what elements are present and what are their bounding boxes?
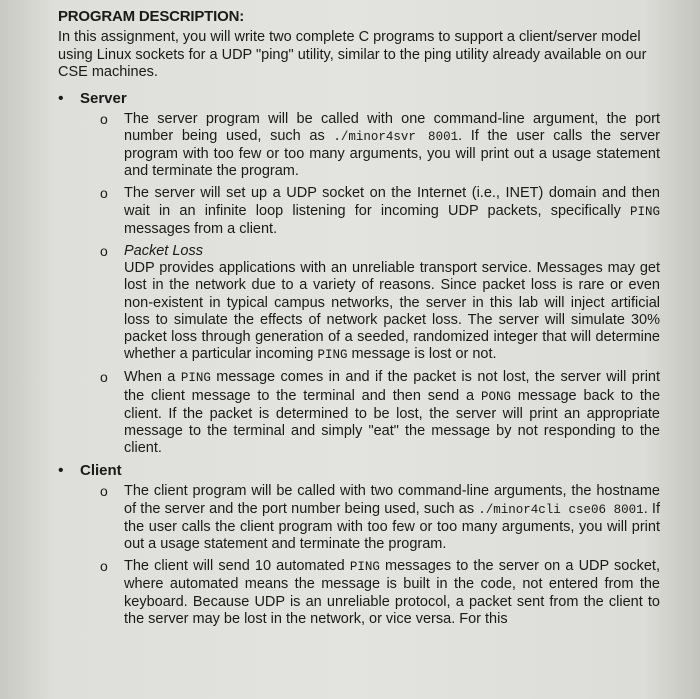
code-snippet: PING — [629, 204, 660, 219]
circle-bullet-icon: o — [100, 242, 108, 259]
client-items — [80, 483, 660, 628]
code-snippet: PING — [180, 371, 211, 386]
code-snippet: PING — [349, 560, 380, 575]
code-snippet: PONG — [480, 389, 511, 404]
bullet-icon: • — [58, 462, 64, 480]
packet-loss-title: Packet Loss — [124, 242, 203, 259]
server-label: Server — [80, 89, 127, 107]
page-title: PROGRAM DESCRIPTION: — [58, 8, 245, 25]
section-list — [58, 90, 660, 628]
code-snippet: PING — [317, 348, 348, 363]
server-item-packet-loss: o Packet Loss UDP provides applications with an unreliable transport service. Messages may get lost in the network due to a variety of reasons. Since packet loss is rare or even non-existent in typical campus networks, the server in this lab will inject artificial loss to simulate the effects of network packet loss. The server will simulate 30% packet loss through generation of a seeded, randomized integer that will determine whether a particular incoming PING message is lost or not. — [100, 242, 660, 363]
client-item-args: o The client program will be called with two command-line arguments, the hostname of the server and the port number being used, such as ./minor4cli cse06 8001. If the user calls the client program with too few or too many arguments, you will print out a usage statement and terminate the program. — [100, 483, 660, 552]
circle-bullet-icon: o — [100, 558, 108, 575]
client-label: Client — [80, 462, 122, 480]
client-item-pings: o The client will send 10 automated PING messages to the server on a UDP socket, where automated means the message is built in the code, not entered from the keyboard. Because UDP is an unreliable protocol, a packet sent from the client to the server may be lost in the network, or vice versa. For this — [100, 558, 660, 627]
server-item-ping-pong: o When a PING message comes in and if the packet is not lost, the server will print the client message to the terminal and then send a PONG message back to the client. If the packet is determined to be lost, the server will print an appropriate message to the terminal and simply "eat" the message by not responding to the client. — [100, 369, 661, 457]
circle-bullet-icon: o — [100, 369, 108, 386]
code-snippet: ./minor4cli cse06 8001 — [478, 502, 644, 517]
server-section — [58, 90, 660, 458]
client-section — [58, 462, 660, 628]
bullet-icon: • — [58, 89, 64, 107]
circle-bullet-icon: o — [100, 185, 108, 202]
code-snippet: ./minor4svr 8001 — [333, 129, 459, 144]
server-item-socket: o The server will set up a UDP socket on the Internet (i.e., INET) domain and then wait in an infinite loop listening for incoming UDP packets, specifically PING messages from a client. — [100, 185, 660, 237]
server-items — [80, 111, 660, 458]
intro-paragraph: In this assignment, you will write two complete C programs to support a client/server model using Linux sockets for a UDP "ping" utility, similar to the ping utility already available on our CSE machines. — [58, 29, 647, 80]
server-item-args: o The server program will be called with one command-line argument, the port number being used, such as ./minor4svr 8001. If the user calls the server program with too few or too many arguments, you will print out a usage statement and terminate the program. — [100, 110, 660, 180]
circle-bullet-icon: o — [100, 483, 108, 500]
circle-bullet-icon: o — [100, 110, 108, 127]
